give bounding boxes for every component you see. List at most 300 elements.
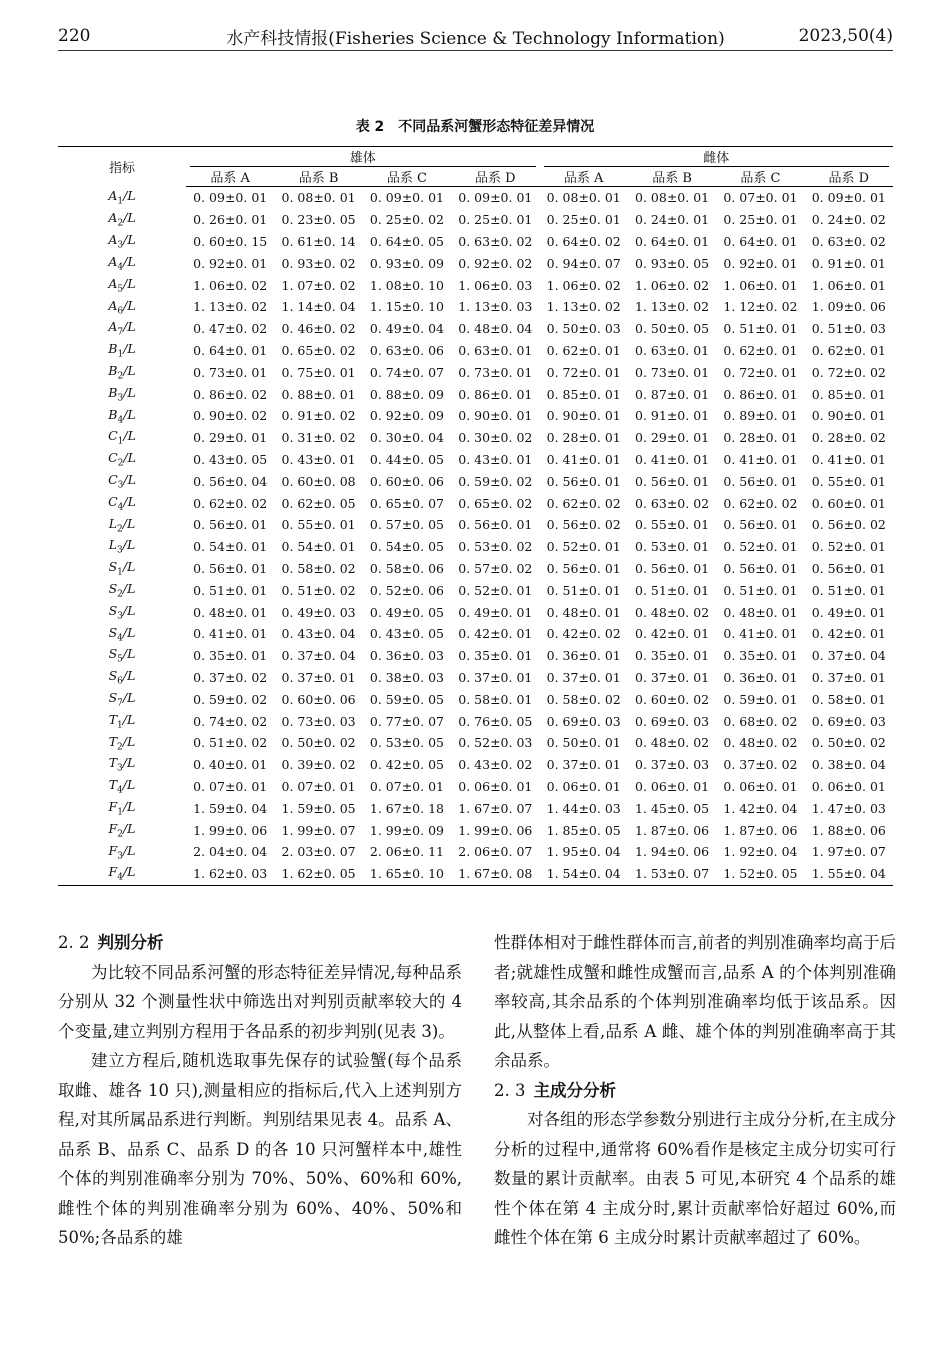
value-cell: 1. 97±0. 07 xyxy=(811,844,886,860)
value-cell: 1. 55±0. 04 xyxy=(805,863,893,885)
indicator-cell: $S_1/L$ xyxy=(108,559,136,578)
value-cell: 0. 09±0. 01 xyxy=(458,190,533,206)
value-cell: 1. 59±0. 05 xyxy=(281,800,356,816)
value-cell: 0. 59±0. 02 xyxy=(193,691,268,707)
value-cell: 0. 58±0. 06 xyxy=(369,560,444,576)
value-cell: 0. 90±0. 01 xyxy=(458,408,533,424)
value-cell: 0. 91±0. 02 xyxy=(281,408,356,424)
paragraph: 性群体相对于雌性群体而言,前者的判别准确率均高于后者;就雄性成蟹和雌性成蟹而言,品系 A 的个体判别准确率较高,其余品系的个体判别准确率均低于该品系。因此,从整体上看,品系 A 雌、雄个体的判别准确率高于其余品系。 xyxy=(494,933,896,1070)
value-cell: 0. 59±0. 02 xyxy=(458,473,533,489)
indicator-cell: $A_3/L$ xyxy=(108,232,136,251)
value-cell: 0. 49±0. 05 xyxy=(369,604,444,620)
value-cell: 0. 25±0. 02 xyxy=(369,212,444,228)
indicator-cell: $F_1/L$ xyxy=(108,798,136,818)
value-cell: 0. 07±0. 01 xyxy=(369,778,444,794)
table-row xyxy=(58,209,893,231)
value-cell: 0. 90±0. 01 xyxy=(546,408,621,424)
value-cell: 0. 69±0. 03 xyxy=(546,713,621,729)
table-row xyxy=(58,732,893,754)
strain-header: 品系 C xyxy=(716,167,804,187)
female-group-header: 雌体 xyxy=(540,147,894,168)
value-cell: 0. 09±0. 01 xyxy=(369,190,444,206)
value-cell: 1. 15±0. 10 xyxy=(369,299,444,315)
value-cell: 0. 26±0. 01 xyxy=(193,212,268,228)
strain-header: 品系 B xyxy=(628,167,716,187)
indicator-cell: $A_7/L$ xyxy=(108,319,136,338)
paragraph: 建立方程后,随机选取事先保存的试验蟹(每个品系取雌、雄各 10 只),测量相应的指标后,代入上述判别方程,对其所属品系进行判断。判别结果见表 4。品系 A、品系 B、品系 C、品系 D 的各 10 只河蟹样本中,雄性个体的判别准确率分别为 70%、50%、60%和 60%,雌性个体的判别准确率分别为 60%、40%、50%和 50%;各品系的雄 xyxy=(58,1051,462,1247)
table-row xyxy=(58,296,893,318)
value-cell: 0. 43±0. 01 xyxy=(281,451,356,467)
value-cell: 0. 56±0. 02 xyxy=(546,517,621,533)
value-cell: 0. 75±0. 01 xyxy=(281,364,356,380)
indicator-cell: $L_2/L$ xyxy=(108,515,136,535)
value-cell: 0. 37±0. 03 xyxy=(635,757,710,773)
value-cell: 0. 30±0. 04 xyxy=(369,430,444,446)
value-cell: 1. 95±0. 04 xyxy=(546,844,621,860)
indicator-cell: $S_4/L$ xyxy=(108,624,136,644)
table-row xyxy=(58,819,893,841)
table-row xyxy=(58,797,893,819)
value-cell: 0. 07±0. 01 xyxy=(193,778,268,794)
table-row xyxy=(58,361,893,383)
value-cell: 2. 04±0. 04 xyxy=(193,844,268,860)
running-header xyxy=(58,22,893,51)
value-cell: 0. 25±0. 01 xyxy=(458,212,533,228)
strain-header: 品系 D xyxy=(451,167,539,187)
value-cell: 0. 51±0. 01 xyxy=(811,582,886,598)
journal-title: 水产科技情报(Fisheries Science & Technology Information) xyxy=(226,29,725,49)
value-cell: 0. 54±0. 01 xyxy=(193,539,268,555)
value-cell: 0. 37±0. 01 xyxy=(811,669,886,685)
indicator-cell: $A_1/L$ xyxy=(108,188,136,207)
table-row xyxy=(58,863,893,885)
value-cell: 0. 06±0. 01 xyxy=(458,778,533,794)
value-cell: 0. 37±0. 02 xyxy=(193,669,268,685)
value-cell: 0. 52±0. 06 xyxy=(369,582,444,598)
value-cell: 0. 53±0. 01 xyxy=(635,539,710,555)
value-cell: 0. 63±0. 06 xyxy=(369,342,444,358)
value-cell: 1. 99±0. 07 xyxy=(281,822,356,838)
value-cell: 0. 69±0. 03 xyxy=(811,713,886,729)
value-cell: 1. 06±0. 01 xyxy=(723,277,798,293)
value-cell: 0. 92±0. 02 xyxy=(458,255,533,271)
value-cell: 1. 13±0. 02 xyxy=(635,299,710,315)
indicator-cell: $C_1/L$ xyxy=(108,428,136,447)
table-row xyxy=(58,318,893,340)
value-cell: 0. 41±0. 01 xyxy=(635,451,710,467)
value-cell: 0. 54±0. 01 xyxy=(281,539,356,555)
value-cell: 1. 87±0. 06 xyxy=(635,822,710,838)
value-cell: 0. 88±0. 09 xyxy=(369,386,444,402)
indicator-cell: $A_6/L$ xyxy=(108,297,136,317)
value-cell: 2. 03±0. 07 xyxy=(281,844,356,860)
value-cell: 0. 55±0. 01 xyxy=(281,517,356,533)
value-cell: 0. 69±0. 03 xyxy=(635,713,710,729)
value-cell: 0. 65±0. 02 xyxy=(281,342,356,358)
value-cell: 0. 91±0. 01 xyxy=(811,255,886,271)
value-cell: 0. 87±0. 01 xyxy=(635,386,710,402)
indicator-cell: $B_4/L$ xyxy=(108,406,136,426)
value-cell: 0. 86±0. 01 xyxy=(723,386,798,402)
value-cell: 0. 51±0. 02 xyxy=(281,582,356,598)
value-cell: 2. 06±0. 07 xyxy=(458,844,533,860)
value-cell: 0. 90±0. 02 xyxy=(193,408,268,424)
value-cell: 0. 92±0. 01 xyxy=(723,255,798,271)
value-cell: 1. 99±0. 06 xyxy=(458,822,533,838)
table-row xyxy=(58,514,893,536)
value-cell: 0. 38±0. 04 xyxy=(811,757,886,773)
value-cell: 1. 59±0. 04 xyxy=(193,800,268,816)
value-cell: 0. 28±0. 02 xyxy=(811,430,886,446)
value-cell: 0. 06±0. 01 xyxy=(811,778,886,794)
value-cell: 0. 38±0. 03 xyxy=(369,669,444,685)
value-cell: 0. 49±0. 04 xyxy=(369,321,444,337)
value-cell: 0. 29±0. 01 xyxy=(635,430,710,446)
value-cell: 0. 35±0. 01 xyxy=(458,648,533,664)
value-cell: 0. 73±0. 01 xyxy=(458,364,533,380)
value-cell: 0. 73±0. 01 xyxy=(193,364,268,380)
value-cell: 0. 35±0. 01 xyxy=(723,648,798,664)
indicator-cell: $C_4/L$ xyxy=(108,493,136,513)
value-cell: 0. 37±0. 04 xyxy=(281,648,356,664)
value-cell: 0. 28±0. 01 xyxy=(546,430,621,446)
value-cell: 1. 07±0. 02 xyxy=(281,277,356,293)
table-row xyxy=(58,841,893,863)
indicator-cell: $F_2/L$ xyxy=(108,820,136,840)
table-row xyxy=(58,536,893,558)
value-cell: 0. 41±0. 01 xyxy=(723,451,798,467)
value-cell: 0. 43±0. 02 xyxy=(458,757,533,773)
indicator-cell: $F_4/L$ xyxy=(58,863,186,885)
section-2-3-heading: 2. 3 主成分分析 xyxy=(494,1080,616,1100)
value-cell: 1. 06±0. 03 xyxy=(458,277,533,293)
table-row xyxy=(58,558,893,580)
value-cell: 0. 58±0. 01 xyxy=(458,691,533,707)
value-cell: 0. 58±0. 01 xyxy=(811,691,886,707)
value-cell: 0. 93±0. 05 xyxy=(635,255,710,271)
table-row xyxy=(58,710,893,732)
indicator-cell: $T_2/L$ xyxy=(108,733,136,753)
indicator-cell: $B_3/L$ xyxy=(108,384,136,404)
value-cell: 0. 62±0. 02 xyxy=(723,495,798,511)
table-row xyxy=(58,623,893,645)
value-cell: 0. 56±0. 01 xyxy=(635,473,710,489)
value-cell: 0. 77±0. 07 xyxy=(369,713,444,729)
value-cell: 1. 14±0. 04 xyxy=(281,299,356,315)
value-cell: 0. 63±0. 02 xyxy=(811,233,886,249)
table-row xyxy=(58,340,893,362)
value-cell: 0. 64±0. 05 xyxy=(369,233,444,249)
value-cell: 1. 65±0. 10 xyxy=(363,863,451,885)
value-cell: 1. 99±0. 09 xyxy=(369,822,444,838)
value-cell: 0. 42±0. 01 xyxy=(458,626,533,642)
value-cell: 1. 87±0. 06 xyxy=(723,822,798,838)
value-cell: 0. 48±0. 02 xyxy=(635,735,710,751)
value-cell: 0. 89±0. 01 xyxy=(723,408,798,424)
value-cell: 0. 48±0. 01 xyxy=(546,604,621,620)
indicator-cell: $F_3/L$ xyxy=(108,842,136,862)
table-row xyxy=(58,754,893,776)
value-cell: 1. 88±0. 06 xyxy=(811,822,886,838)
value-cell: 0. 60±0. 15 xyxy=(193,233,268,249)
value-cell: 0. 46±0. 02 xyxy=(281,321,356,337)
value-cell: 2. 06±0. 11 xyxy=(369,844,444,860)
value-cell: 0. 08±0. 01 xyxy=(281,190,356,206)
value-cell: 0. 90±0. 01 xyxy=(811,408,886,424)
value-cell: 0. 74±0. 02 xyxy=(193,713,268,729)
value-cell: 0. 64±0. 01 xyxy=(193,342,268,358)
value-cell: 0. 49±0. 01 xyxy=(811,604,886,620)
value-cell: 0. 24±0. 01 xyxy=(635,212,710,228)
indicator-cell: $S_7/L$ xyxy=(108,689,136,709)
value-cell: 0. 09±0. 01 xyxy=(193,190,268,206)
value-cell: 0. 57±0. 05 xyxy=(369,517,444,533)
value-cell: 0. 63±0. 02 xyxy=(458,233,533,249)
value-cell: 0. 48±0. 02 xyxy=(723,735,798,751)
value-cell: 0. 53±0. 05 xyxy=(369,735,444,751)
table-row xyxy=(58,492,893,514)
value-cell: 1. 45±0. 05 xyxy=(635,800,710,816)
value-cell: 0. 56±0. 02 xyxy=(811,517,886,533)
table-row xyxy=(58,667,893,689)
value-cell: 0. 85±0. 01 xyxy=(811,386,886,402)
value-cell: 0. 64±0. 01 xyxy=(723,233,798,249)
value-cell: 0. 92±0. 09 xyxy=(369,408,444,424)
value-cell: 0. 50±0. 03 xyxy=(546,321,621,337)
table-row xyxy=(58,688,893,710)
value-cell: 0. 68±0. 02 xyxy=(723,713,798,729)
value-cell: 1. 44±0. 03 xyxy=(546,800,621,816)
indicator-cell: $A_5/L$ xyxy=(108,275,136,295)
value-cell: 0. 93±0. 02 xyxy=(281,255,356,271)
value-cell: 0. 94±0. 07 xyxy=(546,255,621,271)
table-row xyxy=(58,187,893,209)
value-cell: 0. 48±0. 02 xyxy=(635,604,710,620)
value-cell: 0. 64±0. 01 xyxy=(635,233,710,249)
value-cell: 0. 93±0. 09 xyxy=(369,255,444,271)
value-cell: 0. 56±0. 01 xyxy=(458,517,533,533)
value-cell: 1. 94±0. 06 xyxy=(635,844,710,860)
value-cell: 0. 30±0. 02 xyxy=(458,430,533,446)
value-cell: 0. 43±0. 05 xyxy=(193,451,268,467)
paragraph: 为比较不同品系河蟹的形态特征差异情况,每种品系分别从 32 个测量性状中筛选出对判别贡献率较大的 4 个变量,建立判别方程用于各品系的初步判别(见表 3)。 xyxy=(58,962,462,1041)
value-cell: 0. 73±0. 03 xyxy=(281,713,356,729)
value-cell: 0. 51±0. 01 xyxy=(723,582,798,598)
value-cell: 0. 62±0. 02 xyxy=(193,495,268,511)
right-column xyxy=(494,928,896,1253)
indicator-cell: $S_6/L$ xyxy=(108,668,136,687)
value-cell: 0. 65±0. 07 xyxy=(369,495,444,511)
value-cell: 0. 41±0. 01 xyxy=(546,451,621,467)
value-cell: 0. 06±0. 01 xyxy=(546,778,621,794)
value-cell: 0. 72±0. 01 xyxy=(546,364,621,380)
morphology-table xyxy=(58,146,893,886)
value-cell: 0. 52±0. 01 xyxy=(811,539,886,555)
value-cell: 0. 59±0. 05 xyxy=(369,691,444,707)
value-cell: 0. 29±0. 01 xyxy=(193,430,268,446)
table-caption: 表 2 不同品系河蟹形态特征差异情况 xyxy=(355,119,595,135)
table-row xyxy=(58,449,893,471)
value-cell: 0. 63±0. 01 xyxy=(635,342,710,358)
value-cell: 0. 07±0. 01 xyxy=(723,190,798,206)
table-row xyxy=(58,274,893,296)
value-cell: 0. 60±0. 06 xyxy=(369,473,444,489)
value-cell: 0. 49±0. 03 xyxy=(281,604,356,620)
value-cell: 0. 40±0. 01 xyxy=(193,757,268,773)
value-cell: 1. 06±0. 02 xyxy=(546,277,621,293)
value-cell: 0. 24±0. 02 xyxy=(811,212,886,228)
male-group-header: 雄体 xyxy=(186,147,540,168)
table-row xyxy=(58,579,893,601)
value-cell: 0. 51±0. 01 xyxy=(193,582,268,598)
strain-header: 品系 C xyxy=(363,167,451,187)
value-cell: 1. 92±0. 04 xyxy=(723,844,798,860)
value-cell: 0. 41±0. 01 xyxy=(811,451,886,467)
value-cell: 0. 52±0. 01 xyxy=(458,582,533,598)
value-cell: 0. 56±0. 01 xyxy=(635,560,710,576)
value-cell: 0. 54±0. 05 xyxy=(369,539,444,555)
value-cell: 1. 99±0. 06 xyxy=(193,822,268,838)
value-cell: 1. 13±0. 02 xyxy=(193,299,268,315)
value-cell: 0. 52±0. 03 xyxy=(458,735,533,751)
value-cell: 0. 51±0. 02 xyxy=(193,735,268,751)
section-2-2-heading: 2. 2 判别分析 xyxy=(58,933,164,952)
value-cell: 0. 56±0. 01 xyxy=(811,560,886,576)
indicator-cell: $B_1/L$ xyxy=(108,341,136,360)
value-cell: 0. 65±0. 02 xyxy=(458,495,533,511)
value-cell: 0. 08±0. 01 xyxy=(546,190,621,206)
value-cell: 0. 50±0. 01 xyxy=(546,735,621,751)
value-cell: 0. 48±0. 04 xyxy=(458,321,533,337)
value-cell: 0. 41±0. 01 xyxy=(723,626,798,642)
value-cell: 0. 35±0. 01 xyxy=(193,648,268,664)
value-cell: 0. 51±0. 01 xyxy=(723,321,798,337)
table-row xyxy=(58,383,893,405)
value-cell: 0. 62±0. 01 xyxy=(546,342,621,358)
indicator-cell: $A_4/L$ xyxy=(108,254,136,273)
value-cell: 1. 62±0. 05 xyxy=(274,863,362,885)
value-cell: 0. 76±0. 05 xyxy=(458,713,533,729)
value-cell: 1. 42±0. 04 xyxy=(723,800,798,816)
value-cell: 0. 43±0. 05 xyxy=(369,626,444,642)
value-cell: 0. 31±0. 02 xyxy=(281,430,356,446)
value-cell: 1. 67±0. 07 xyxy=(458,800,533,816)
value-cell: 0. 58±0. 02 xyxy=(281,560,356,576)
value-cell: 0. 64±0. 02 xyxy=(546,233,621,249)
value-cell: 0. 48±0. 01 xyxy=(193,604,268,620)
value-cell: 0. 56±0. 01 xyxy=(193,560,268,576)
value-cell: 0. 62±0. 05 xyxy=(281,495,356,511)
value-cell: 0. 25±0. 01 xyxy=(723,212,798,228)
value-cell: 1. 13±0. 03 xyxy=(458,299,533,315)
table-row xyxy=(58,776,893,798)
value-cell: 1. 52±0. 05 xyxy=(716,863,804,885)
value-cell: 0. 37±0. 04 xyxy=(811,648,886,664)
indicator-cell: $S_3/L$ xyxy=(108,602,136,622)
value-cell: 0. 60±0. 01 xyxy=(811,495,886,511)
value-cell: 1. 08±0. 10 xyxy=(369,277,444,293)
value-cell: 0. 55±0. 01 xyxy=(635,517,710,533)
indicator-cell: $L_3/L$ xyxy=(108,537,136,556)
value-cell: 0. 09±0. 01 xyxy=(811,190,886,206)
value-cell: 0. 43±0. 04 xyxy=(281,626,356,642)
value-cell: 0. 56±0. 01 xyxy=(723,560,798,576)
value-cell: 0. 51±0. 01 xyxy=(635,582,710,598)
value-cell: 0. 47±0. 02 xyxy=(193,321,268,337)
value-cell: 0. 73±0. 01 xyxy=(635,364,710,380)
value-cell: 0. 44±0. 05 xyxy=(369,451,444,467)
value-cell: 0. 60±0. 06 xyxy=(281,691,356,707)
value-cell: 1. 06±0. 02 xyxy=(635,277,710,293)
value-cell: 0. 25±0. 01 xyxy=(546,212,621,228)
value-cell: 1. 13±0. 02 xyxy=(546,299,621,315)
table-row xyxy=(58,470,893,492)
indicator-cell: $C_3/L$ xyxy=(108,472,136,491)
value-cell: 0. 49±0. 01 xyxy=(458,604,533,620)
indicator-cell: $T_4/L$ xyxy=(108,777,136,796)
value-cell: 0. 36±0. 01 xyxy=(546,648,621,664)
value-cell: 0. 37±0. 02 xyxy=(723,757,798,773)
value-cell: 0. 91±0. 01 xyxy=(635,408,710,424)
value-cell: 0. 58±0. 02 xyxy=(546,691,621,707)
value-cell: 0. 52±0. 01 xyxy=(723,539,798,555)
table-row xyxy=(58,231,893,253)
value-cell: 0. 08±0. 01 xyxy=(635,190,710,206)
value-cell: 1. 85±0. 05 xyxy=(546,822,621,838)
value-cell: 0. 23±0. 05 xyxy=(281,212,356,228)
value-cell: 0. 56±0. 01 xyxy=(546,560,621,576)
indicator-header: 指标 xyxy=(58,147,186,187)
value-cell: 0. 63±0. 02 xyxy=(635,495,710,511)
value-cell: 0. 52±0. 01 xyxy=(546,539,621,555)
value-cell: 1. 62±0. 03 xyxy=(186,863,274,885)
indicator-cell: $S_5/L$ xyxy=(108,646,136,665)
value-cell: 0. 59±0. 01 xyxy=(723,691,798,707)
value-cell: 0. 92±0. 01 xyxy=(193,255,268,271)
value-cell: 1. 67±0. 18 xyxy=(369,800,444,816)
indicator-cell: $C_2/L$ xyxy=(108,450,136,469)
table-row xyxy=(58,645,893,667)
indicator-cell: $B_2/L$ xyxy=(108,363,136,382)
value-cell: 0. 42±0. 01 xyxy=(635,626,710,642)
value-cell: 1. 47±0. 03 xyxy=(811,800,886,816)
strain-header: 品系 A xyxy=(186,167,274,187)
indicator-cell: $A_2/L$ xyxy=(108,210,136,229)
value-cell: 0. 62±0. 01 xyxy=(811,342,886,358)
value-cell: 0. 56±0. 01 xyxy=(723,473,798,489)
indicator-cell: $S_2/L$ xyxy=(108,580,136,600)
value-cell: 0. 42±0. 05 xyxy=(369,757,444,773)
value-cell: 0. 42±0. 01 xyxy=(811,626,886,642)
value-cell: 0. 62±0. 02 xyxy=(546,495,621,511)
table-row xyxy=(58,427,893,449)
value-cell: 0. 60±0. 08 xyxy=(281,473,356,489)
value-cell: 0. 37±0. 01 xyxy=(635,669,710,685)
left-column xyxy=(58,928,462,1253)
value-cell: 0. 51±0. 01 xyxy=(546,582,621,598)
value-cell: 1. 12±0. 02 xyxy=(723,299,798,315)
value-cell: 1. 06±0. 01 xyxy=(811,277,886,293)
value-cell: 0. 37±0. 01 xyxy=(458,669,533,685)
value-cell: 0. 55±0. 01 xyxy=(811,473,886,489)
value-cell: 1. 06±0. 02 xyxy=(193,277,268,293)
value-cell: 0. 36±0. 03 xyxy=(369,648,444,664)
value-cell: 0. 50±0. 02 xyxy=(281,735,356,751)
value-cell: 0. 43±0. 01 xyxy=(458,451,533,467)
value-cell: 0. 56±0. 01 xyxy=(723,517,798,533)
value-cell: 0. 36±0. 01 xyxy=(723,669,798,685)
value-cell: 0. 41±0. 01 xyxy=(193,626,268,642)
